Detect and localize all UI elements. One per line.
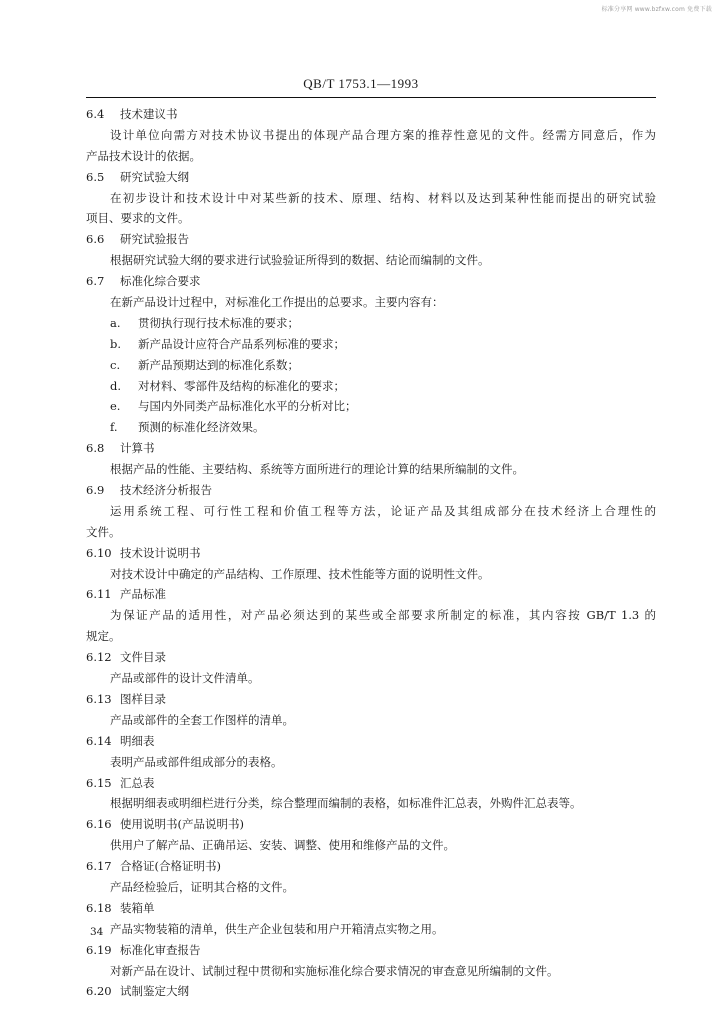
section-heading [86, 773, 656, 794]
section-heading [86, 647, 656, 668]
header-rule [86, 97, 656, 98]
paragraph-line: 根据产品的性能、主要结构、系统等方面所进行的理论计算的结果所编制的文件。 [110, 462, 524, 477]
section-title: 研究试验报告 [120, 232, 189, 247]
section-heading [86, 981, 656, 1002]
paragraph-line: 产品或部件的全套工作图样的清单。 [110, 712, 294, 727]
paragraph-line: 根据明细表或明细栏进行分类，综合整理而编制的表格，如标准件汇总表，外购件汇总表等。 [110, 796, 582, 811]
list-item-text: 与国内外同类产品标准化水平的分析对比； [138, 399, 357, 414]
paragraph-continuation: 文件。 [86, 524, 121, 539]
paragraph-line: 供用户了解产品、正确吊运、安装、调整、使用和维修产品的文件。 [110, 838, 455, 853]
list-item [86, 355, 656, 376]
list-item-text: 新产品设计应符合产品系列标准的要求； [138, 336, 345, 351]
list-item-text: 贯彻执行现行技术标准的要求； [138, 315, 299, 330]
section-heading [86, 940, 656, 961]
paragraph-line: 根据研究试验大纲的要求进行试验验证所得到的数据、结论而编制的文件。 [110, 253, 490, 268]
paragraph-line: 运用系统工程、可行性工程和价值工程等方法，论证产品及其组成部分在技术经济上合理性的 [110, 503, 656, 518]
list-item-text: 预测的标准化经济效果。 [138, 420, 265, 435]
paragraph-line: 对技术设计中确定的产品结构、工作原理、技术性能等方面的说明性文件。 [110, 566, 490, 581]
section-number: 6.12 [86, 650, 112, 665]
section-number: 6.15 [86, 775, 112, 790]
section-number: 6.18 [86, 900, 112, 915]
section-number: 6.13 [86, 691, 112, 706]
list-item-marker: a. [110, 315, 121, 330]
list-item [86, 376, 656, 397]
watermark-text: 标准分享网 www.bzfxw.com 免费下载 [601, 6, 712, 13]
list-item-text: 新产品预期达到的标准化系数； [138, 357, 299, 372]
section-number: 6.17 [86, 859, 112, 874]
paragraph-continuation: 产品技术设计的依据。 [86, 148, 201, 163]
section-number: 6.11 [86, 587, 112, 602]
section-heading [86, 271, 656, 292]
section-title: 计算书 [120, 441, 155, 456]
section-heading [86, 584, 656, 605]
list-item [86, 313, 656, 334]
section-heading [86, 229, 656, 250]
document-body [86, 104, 656, 1002]
paragraph-line: 在初步设计和技术设计中对某些新的技术、原理、结构、材料以及达到某种性能而提出的研究试验 [110, 190, 656, 205]
section-title: 明细表 [120, 733, 155, 748]
section-title: 装箱单 [120, 900, 155, 915]
list-item-marker: f. [110, 420, 118, 435]
section-title: 合格证(合格证明书) [120, 859, 221, 874]
page-number: 34 [90, 926, 104, 938]
section-title: 标准化综合要求 [120, 274, 201, 289]
list-item-marker: b. [110, 336, 122, 351]
paragraph-line: 产品或部件的设计文件清单。 [110, 671, 260, 686]
section-number: 6.6 [86, 232, 105, 247]
section-number: 6.7 [86, 274, 105, 289]
section-heading [86, 731, 656, 752]
section-heading [86, 167, 656, 188]
section-number: 6.8 [86, 441, 105, 456]
paragraph-continuation: 项目、要求的文件。 [86, 211, 190, 226]
section-title: 文件目录 [120, 650, 166, 665]
section-heading [86, 480, 656, 501]
section-heading [86, 814, 656, 835]
section-heading [86, 104, 656, 125]
section-heading [86, 689, 656, 710]
paragraph-line: 设计单位向需方对技术协议书提出的体现产品合理方案的推荐性意见的文件。经需方同意后，作为 [110, 127, 656, 142]
section-heading [86, 898, 656, 919]
section-number: 6.16 [86, 817, 112, 832]
section-number: 6.4 [86, 107, 105, 121]
section-number: 6.20 [86, 984, 112, 999]
paragraph-line: 为保证产品的适用性，对产品必须达到的某些或全部要求所制定的标准，其内容按 GB/T 1.3 的 [110, 608, 656, 623]
section-heading [86, 543, 656, 564]
section-title: 图样目录 [120, 691, 166, 706]
section-heading [86, 438, 656, 459]
section-title: 产品标准 [120, 587, 166, 602]
list-item-marker: d. [110, 378, 122, 393]
section-number: 6.19 [86, 942, 112, 957]
list-item-marker: c. [110, 357, 121, 372]
list-item [86, 417, 656, 438]
section-title: 技术设计说明书 [120, 545, 201, 560]
list-item [86, 334, 656, 355]
standard-header: QB/T 1753.1—1993 [303, 76, 419, 91]
paragraph-continuation: 规定。 [86, 629, 121, 644]
section-number: 6.5 [86, 169, 105, 184]
section-number: 6.10 [86, 545, 112, 560]
list-item-marker: e. [110, 399, 121, 414]
list-item-text: 对材料、零部件及结构的标准化的要求； [138, 378, 345, 393]
paragraph-line: 产品实物装箱的清单，供生产企业包装和用户开箱清点实物之用。 [110, 921, 444, 936]
section-title: 使用说明书(产品说明书) [120, 817, 244, 832]
section-number: 6.14 [86, 733, 112, 748]
section-title: 研究试验大纲 [120, 169, 189, 184]
paragraph-line: 在新产品设计过程中，对标准化工作提出的总要求。主要内容有： [110, 295, 444, 310]
section-title: 试制鉴定大纲 [120, 984, 189, 999]
list-item [86, 396, 656, 417]
section-title: 技术经济分析报告 [120, 483, 212, 498]
paragraph-line: 对新产品在设计、试制过程中贯彻和实施标准化综合要求情况的审查意见所编制的文件。 [110, 963, 559, 978]
section-title: 汇总表 [120, 775, 155, 790]
section-heading [86, 856, 656, 877]
paragraph-line: 产品经检验后，证明其合格的文件。 [110, 879, 294, 894]
section-number: 6.9 [86, 483, 105, 498]
paragraph-line: 表明产品或部件组成部分的表格。 [110, 754, 283, 769]
section-title: 标准化审查报告 [120, 942, 201, 957]
section-title: 技术建议书 [120, 107, 178, 121]
